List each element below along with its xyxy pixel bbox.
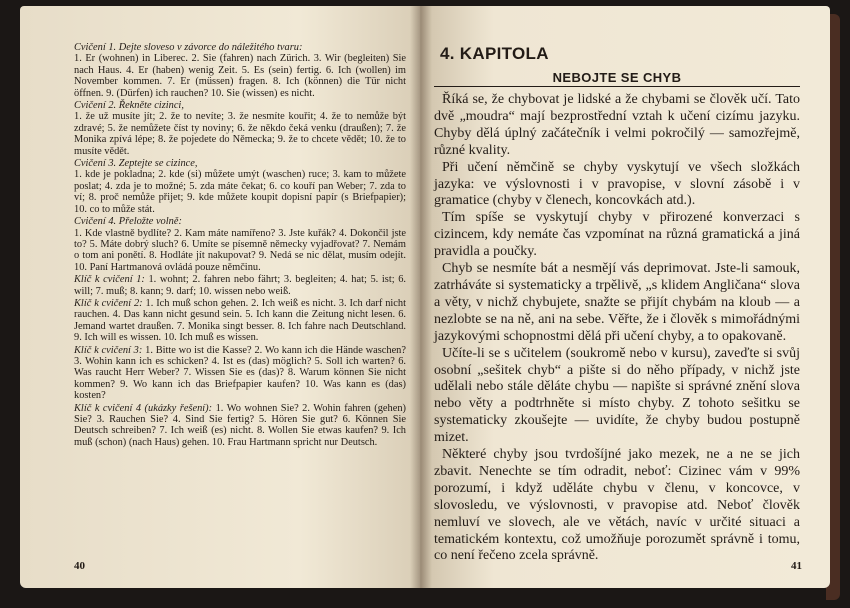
key-block: [74, 403, 406, 449]
page-number-right: 41: [791, 560, 802, 572]
exercise-block: [74, 158, 406, 215]
chapter-title: 4. KAPITOLA: [440, 44, 549, 63]
chapter-body: [434, 92, 800, 565]
paragraph: Říká se, že chybovat je lidské a že chybami se člověk učí. Tato dvě „moudra“ mají bezprostřední vztah k učení cizímu jazyku. Chyby dělá úplný začátečník i velmi pokročilý — samozřejmě, různé kvality.: [434, 92, 800, 158]
key-block: [74, 345, 406, 402]
book-gutter: [410, 6, 432, 588]
key-heading: Klíč k cvičení 4 (ukázky řešení):: [74, 402, 213, 414]
exercise-block: [74, 100, 406, 157]
exercise-block: [74, 42, 406, 99]
exercise-heading: Cvičení 1. Dejte sloveso v závorce do náležitého tvaru:: [74, 42, 303, 53]
right-page: [420, 6, 830, 588]
exercise-heading: Cvičení 3. Zeptejte se cizince,: [74, 158, 198, 170]
exercise-heading: Cvičení 2. Řekněte cizinci,: [74, 100, 184, 112]
left-page: [20, 6, 420, 588]
exercise-text: 1. Er (wohnen) in Liberec. 2. Sie (fahren) nach Zürich. 3. Wir (begleiten) Sie nach Haus. 4. Er (haben) wenig Zeit. 5. Es (sein) fertig. 6. Ich (wollen) im November kommen. 7. Er (müssen) fragen. 8. Ich (können) die Tür nicht öffnen. 9. (Dürfen) ich rauchen? 10. Sie (wissen) es nicht.: [74, 53, 406, 99]
key-text: 1. Wo wohnen Sie? 2. Wohin fahren (gehen) Sie? 3. Rauchen Sie? 4. Sind Sie fertig? 5. Hören Sie gut? 6. Können Sie Deutsch schreiben? 7. Ich weiß (es) nicht. 8. Wollen Sie etwas kaufen? 9. Ich muß (schon) (nach Haus) gehen. 10. Frau Hartmann spricht nur Deutsch.: [74, 402, 406, 448]
paragraph: Tím spíše se vyskytují chyby v přirozené konverzaci s cizincem, kdy nemáte čas vzpomínat na různá gramatická a jiná pravidla a poučky.: [434, 210, 800, 260]
key-text: 1. Ich muß schon gehen. 2. Ich weiß es nicht. 3. Ich darf nicht rauchen. 4. Das kann nicht gesund sein. 5. Ich kann die Zeitung nicht lesen. 6. Jemand wartet draußen. 7. Monika singt besser. 8. Ich fahre nach Deutschland. 9. Ich will es wissen. 10. Ich muß es wissen.: [74, 297, 406, 344]
key-text: 1. wohnt; 2. fahren nebo fährt; 3. begleiten; 4. hat; 5. ist; 6. will; 7. muß; 8. kann; 9. darf; 10. wissen nebo weiß.: [74, 274, 406, 297]
key-block: [74, 298, 406, 344]
paragraph: Některé chyby jsou tvrdošíjné jako mezek, ne a ne se jich zbavit. Nenechte se tím odradit, neboť: Cizinec vám v 99% porozumí, i když uděláte chybu v členu, v koncovce, v slovosledu, ve výslovnosti, v pravopise atd. Neboť člověk nemluví ve slovech, ale ve větách, navíc v určité situaci a tematickém kontextu, což umožňuje porozumět správně i tomu, co není řečeno zcela správně.: [434, 447, 800, 564]
exercise-block: [74, 216, 406, 273]
exercise-text: 1. kde je pokladna; 2. kde (si) můžete umýt (waschen) ruce; 3. kam to můžete poslat; 4. zda je to možné; 5. zda máte čekat; 6. co kouří pan Weber; 7. zda to ví; 8. proč nemůže přijet; 9. kde můžete koupit dopisní papír (s Briefpapier); 10. co to může stát.: [74, 169, 406, 215]
exercise-text: 1. Kde vlastně bydlíte? 2. Kam máte namířeno? 3. Jste kuřák? 4. Dokončil jste to? 5. Máte dobrý sluch? 6. Umíte se písemně německy vyjadřovat? 7. Nemám o tom ani ponětí. 8. Hodláte jít nakupovat? 9. Nedá se nic dělat, musím odejít. 10. Paní Hartmanová ovládá pouze němčinu.: [74, 227, 406, 273]
exercise-text: 1. že už musíte jít; 2. že to nevíte; 3. že nesmíte kouřit; 4. že to nemůže být zdravé; 5. že nemůžete číst ty noviny; 6. že někdo čeká venku (draußen); 7. že Monika zpívá lépe; 8. že pojedete do Německa; 9. že to chcete vědět; 10. že to musíte vědět.: [74, 111, 406, 157]
open-book: [12, 6, 840, 600]
paragraph: Učíte-li se s učitelem (soukromě nebo v kursu), zaveďte si svůj osobní „sešitek chyb“ a pište si do něho případy, v nichž jste udělali nebo stále děláte chybu — napište si správné znění slova nebo věty a podtrhněte si místo chyby. Z tohoto sešitku se systematicky zkoušejte — uvidíte, že chyby budou postupně mizet.: [434, 345, 800, 446]
key-heading: Klíč k cvičení 2:: [74, 297, 143, 309]
exercise-heading: Cvičení 4. Přeložte volně:: [74, 216, 182, 228]
paragraph: Chyb se nesmíte bát a nesmějí vás deprimovat. Jste-li samouk, zatrháváte si systematicky a trpělivě, „s klidem Angličana“ slova a věty, v nichž chybujete, snažte se přijít chybám na kloub — a nezlobte se na ně, ani na sebe. Věřte, že i člověk s mimořádnými jazykovými schopnostmi dělá při učení chyby, a to opakovaně.: [434, 261, 800, 344]
key-heading: Klíč k cvičení 3:: [74, 344, 143, 356]
key-text: 1. Bitte wo ist die Kasse? 2. Wo kann ich die Hände waschen? 3. Wohin kann ich es schicken? 4. Ist es (das) möglich? 5. Soll ich warten? 6. Was raucht Herr Weber? 7. Wissen Sie es (das)? 8. Warum können Sie nicht kommen? 9. Wo kann ich das Briefpapier kaufen? 10. Was kann es (das) kosten?: [74, 344, 406, 402]
key-heading: Klíč k cvičení 1:: [74, 274, 145, 286]
key-block: [74, 274, 406, 297]
section-title: NEBOJTE SE CHYB: [434, 70, 800, 87]
page-number-left: 40: [74, 560, 85, 572]
paragraph: Při učení němčině se chyby vyskytují ve všech složkách jazyka: ve výslovnosti i v pravopise, v slovní zásobě i v gramatice (chyby v členech, koncovkách atd.).: [434, 159, 800, 209]
